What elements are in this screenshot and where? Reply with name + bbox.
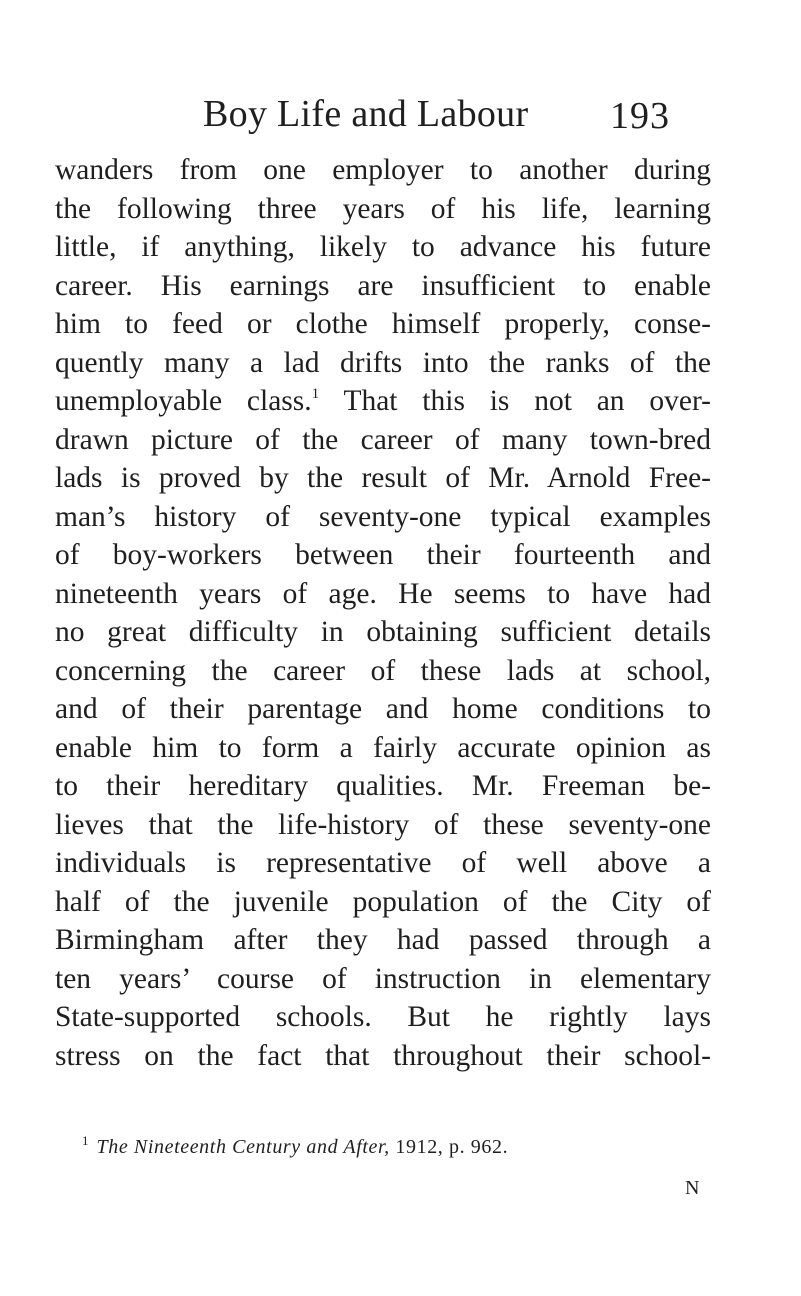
footnote-citation: 1912, p. 962.	[389, 1136, 509, 1158]
text-line: half of the juvenile population of the City of	[55, 885, 711, 918]
text-line: drawn picture of the career of many town-bred	[55, 423, 711, 456]
text-line: him to feed or clothe himself properly, conse-	[55, 308, 711, 340]
signature-mark: N	[685, 1177, 701, 1199]
text-line: quently many a lad drifts into the ranks of the	[55, 346, 711, 379]
text-line: the following three years of his life, learning	[55, 192, 711, 225]
text-line: State-supported schools. But he rightly lays	[55, 1001, 711, 1033]
text-line: little, if anything, likely to advance his future	[55, 231, 711, 263]
text-line: wanders from one employer to another during	[55, 154, 711, 186]
text-line: man’s history of seventy-one typical examples	[55, 500, 711, 533]
text-line: enable him to form a fairly accurate opinion as	[55, 731, 711, 764]
text-line: of boy-workers between their fourteenth and	[55, 539, 711, 571]
body-text	[55, 151, 711, 1075]
footnote-reference: 1	[311, 386, 320, 402]
text-line: ten years’ course of instruction in elementary	[55, 962, 711, 995]
running-head	[203, 92, 713, 142]
text-line: career. His earnings are insufficient to enable	[55, 269, 711, 302]
running-title: Boy Life and Labour	[203, 93, 529, 135]
text-line: no great difficulty in obtaining sufficient details	[55, 616, 711, 648]
text-line: and of their parentage and home conditions to	[55, 693, 711, 725]
text-line	[55, 382, 711, 421]
text-line: Birmingham after they had passed through a	[55, 924, 711, 956]
text-line: individuals is representative of well above a	[55, 847, 711, 879]
text-line: to their hereditary qualities. Mr. Freeman be-	[55, 770, 711, 802]
text-line: lieves that the life-history of these seventy-one	[55, 808, 711, 841]
footnote-source-title: The Nineteenth Century and After,	[96, 1136, 390, 1158]
text-fragment: That this is not an over-	[343, 385, 712, 417]
text-line: concerning the career of these lads at school,	[55, 654, 711, 687]
footnote-marker: 1	[82, 1133, 89, 1148]
footnote	[82, 1133, 712, 1159]
text-line: lads is proved by the result of Mr. Arnold Free-	[55, 462, 711, 494]
text-fragment: unemployable class.	[55, 385, 312, 417]
text-line: stress on the fact that throughout their school-	[55, 1039, 711, 1072]
text-line: nineteenth years of age. He seems to have had	[55, 577, 711, 610]
page-number: 193	[610, 95, 670, 137]
